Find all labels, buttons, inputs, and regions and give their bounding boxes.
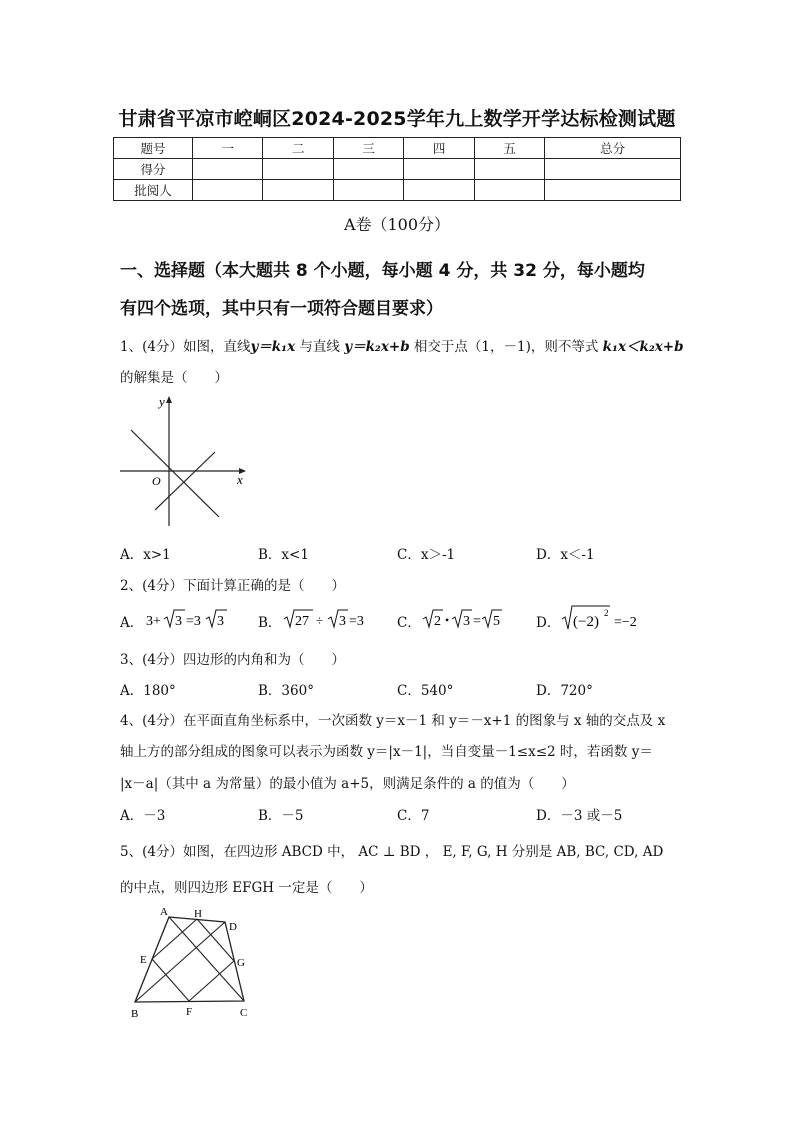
expr-text: 3 bbox=[463, 614, 470, 629]
expr-text: 5 bbox=[493, 614, 500, 629]
score-table-row bbox=[114, 159, 681, 180]
table-cell[interactable] bbox=[474, 180, 544, 201]
q2-option-b[interactable] bbox=[258, 611, 281, 631]
q1-stem-line2: 的解集是（ ） bbox=[120, 370, 228, 386]
y-axis-label: y bbox=[159, 394, 165, 409]
q2-expr-a bbox=[144, 605, 234, 633]
q2-option-d[interactable] bbox=[536, 611, 560, 631]
vertex-label-g: G bbox=[237, 957, 245, 969]
table-cell: 三 bbox=[333, 138, 403, 159]
score-table-row bbox=[114, 180, 681, 201]
q3-stem: 3、(4分）四边形的内角和为（ ） bbox=[120, 652, 345, 668]
table-cell: 四 bbox=[404, 138, 474, 159]
q4-option-a[interactable]: A．－3 bbox=[120, 808, 166, 824]
q4-option-d[interactable]: D．－3 或－5 bbox=[536, 808, 623, 824]
table-cell: 题号 bbox=[114, 138, 193, 159]
expr-text: • bbox=[445, 613, 450, 627]
vertex-label-d: D bbox=[229, 921, 237, 933]
score-table bbox=[113, 137, 681, 201]
expr-text: 3 bbox=[175, 614, 182, 629]
quadrilateral-abcd bbox=[135, 917, 244, 1002]
line-k1 bbox=[131, 430, 219, 517]
x-axis-label: x bbox=[237, 472, 243, 487]
expr-text: ÷ bbox=[316, 613, 324, 628]
vertex-label-e: E bbox=[140, 954, 147, 966]
expr-text: =−2 bbox=[614, 615, 637, 630]
section-heading-line2: 有四个选项，其中只有一项符合题目要求） bbox=[120, 299, 443, 319]
q1-stem-line1 bbox=[120, 335, 684, 355]
table-cell[interactable] bbox=[263, 180, 333, 201]
origin-label: O bbox=[152, 474, 161, 488]
expr-text: 3 bbox=[339, 614, 346, 629]
table-cell: 二 bbox=[263, 138, 333, 159]
y-axis-arrow-icon bbox=[166, 396, 172, 403]
q3-option-d[interactable]: D．720° bbox=[536, 683, 593, 699]
q1-option-d[interactable]: D．x＜-1 bbox=[536, 547, 595, 563]
q1-mid2: 相交于点（1，－1)，则不等式 bbox=[409, 339, 603, 355]
table-cell[interactable] bbox=[545, 180, 681, 201]
expr-text: 2 bbox=[604, 608, 609, 618]
q2-option-a-label: A． bbox=[120, 615, 144, 631]
q4-stem-line3: |x－a|（其中 a 为常量）的最小值为 a+5，则满足条件的 a 的值为（ ） bbox=[120, 776, 575, 792]
table-cell[interactable] bbox=[193, 180, 263, 201]
q4-option-b[interactable]: B．－5 bbox=[258, 808, 304, 824]
table-cell[interactable] bbox=[333, 159, 403, 180]
q1-inequality: k₁x＜k₂x+b bbox=[602, 339, 684, 355]
q1-option-c[interactable]: C．x＞-1 bbox=[397, 547, 456, 563]
expr-text: =3 bbox=[186, 614, 201, 629]
q2-option-c[interactable] bbox=[397, 611, 421, 631]
q1-eq2: y＝k₂x+b bbox=[344, 339, 410, 355]
table-cell: 五 bbox=[474, 138, 544, 159]
q1-prefix: 1、(4分）如图，直线 bbox=[120, 339, 251, 355]
expr-text: 3 bbox=[217, 614, 224, 629]
table-cell[interactable] bbox=[545, 159, 681, 180]
q1-option-b[interactable]: B．x<1 bbox=[258, 547, 309, 563]
table-cell: 得分 bbox=[114, 159, 193, 180]
expr-text: 27 bbox=[295, 614, 309, 629]
expr-text: =3 bbox=[349, 614, 364, 629]
q2-option-c-label: C． bbox=[397, 615, 421, 631]
table-cell: 一 bbox=[193, 138, 263, 159]
line-k2 bbox=[155, 452, 215, 510]
q3-option-c[interactable]: C．540° bbox=[397, 683, 454, 699]
q4-stem-line1: 4、(4分）在平面直角坐标系中，一次函数 y＝x－1 和 y＝－x+1 的图象与 x 轴的交点及 x bbox=[120, 713, 666, 729]
volume-heading: A卷（100分） bbox=[343, 215, 451, 234]
table-cell[interactable] bbox=[404, 159, 474, 180]
q2-expr-c bbox=[421, 605, 511, 633]
q1-mid1: 与直线 bbox=[295, 339, 345, 355]
table-cell[interactable] bbox=[474, 159, 544, 180]
vertex-label-c: C bbox=[240, 1007, 248, 1019]
vertex-label-b: B bbox=[131, 1008, 139, 1020]
expr-text: 2 bbox=[434, 614, 441, 629]
vertex-label-f: F bbox=[186, 1006, 193, 1018]
q1-graph bbox=[115, 392, 255, 530]
q4-stem-line2: 轴上方的部分组成的图象可以表示为函数 y＝|x－1|，当自变量－1≤x≤2 时，若函数 y＝ bbox=[120, 744, 653, 760]
q3-option-a[interactable]: A．180° bbox=[120, 683, 176, 699]
quadrilateral-efgh bbox=[152, 919, 234, 1001]
q5-stem-line1: 5、(4分）如图，在四边形 ABCD 中， AC ⊥ BD ， E, F, G, H 分别是 AB, BC, CD, AD bbox=[120, 844, 664, 860]
expr-text: (−2) bbox=[573, 614, 599, 630]
q2-option-d-label: D． bbox=[536, 615, 561, 631]
table-cell: 批阅人 bbox=[114, 180, 193, 201]
q2-option-b-label: B． bbox=[258, 615, 282, 631]
score-table-header-row bbox=[114, 138, 681, 159]
q2-stem: 2、(4分）下面计算正确的是（ ） bbox=[120, 578, 345, 594]
q3-option-b[interactable]: B．360° bbox=[258, 683, 314, 699]
q5-quadrilateral-figure bbox=[125, 904, 260, 1024]
q4-option-c[interactable]: C．7 bbox=[397, 808, 430, 824]
exam-title: 甘肃省平凉市崆峒区2024-2025学年九上数学开学达标检测试题 bbox=[118, 108, 676, 130]
table-cell: 总分 bbox=[545, 138, 681, 159]
table-cell[interactable] bbox=[333, 180, 403, 201]
table-cell[interactable] bbox=[193, 159, 263, 180]
expr-text: = bbox=[473, 614, 481, 629]
q2-option-a[interactable] bbox=[120, 611, 143, 631]
q2-expr-d bbox=[560, 603, 670, 635]
q1-option-a[interactable]: A．x>1 bbox=[120, 547, 171, 563]
vertex-label-a: A bbox=[160, 906, 168, 918]
table-cell[interactable] bbox=[263, 159, 333, 180]
q1-eq1: y＝k₁x bbox=[250, 339, 296, 355]
table-cell[interactable] bbox=[404, 180, 474, 201]
vertex-label-h: H bbox=[194, 908, 202, 920]
q5-stem-line2: 的中点，则四边形 EFGH 一定是（ ） bbox=[120, 880, 373, 896]
expr-text: 3+ bbox=[146, 614, 161, 629]
q2-expr-b bbox=[282, 605, 377, 633]
section-heading-line1: 一、选择题（本大题共 8 个小题，每小题 4 分，共 32 分，每小题均 bbox=[120, 261, 645, 281]
